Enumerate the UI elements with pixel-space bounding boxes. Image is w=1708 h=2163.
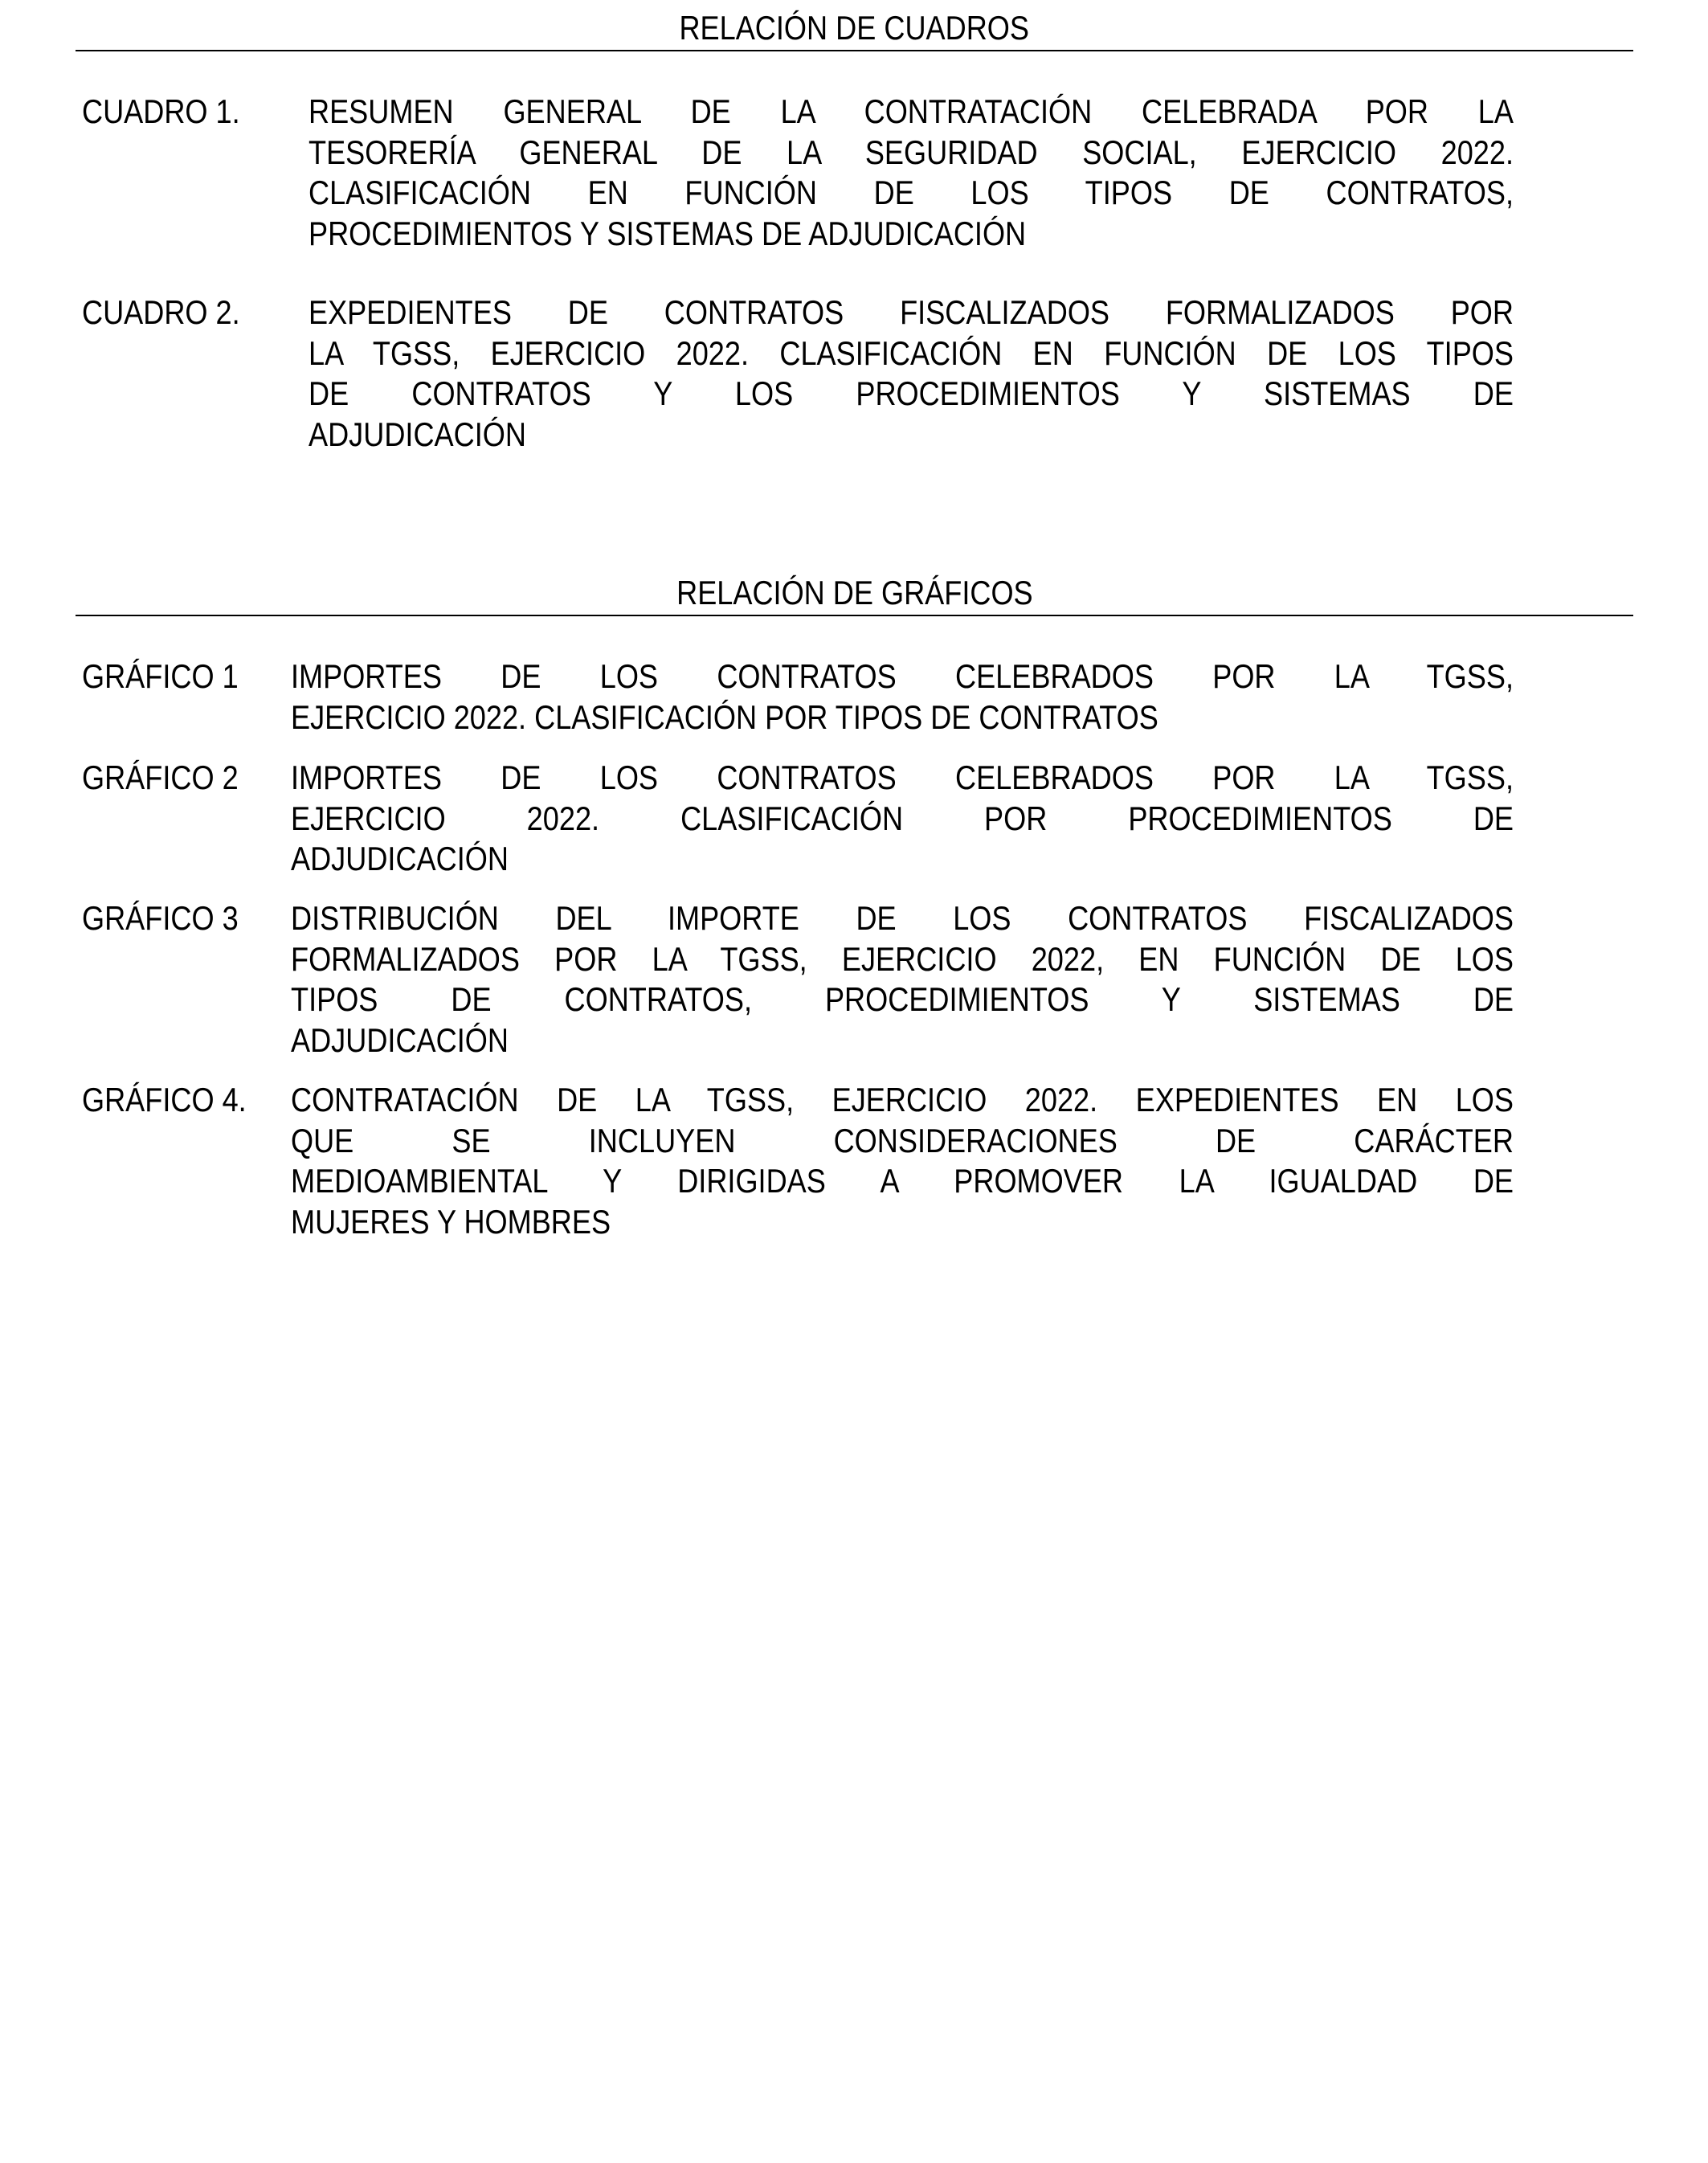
entry-title-line: DISTRIBUCIÓN DEL IMPORTE DE LOS CONTRATOS FISCALIZADOS	[291, 899, 1514, 937]
entry-title	[291, 758, 1708, 880]
entry-title	[291, 656, 1708, 738]
graficos-heading	[76, 573, 1633, 613]
entry-label: CUADRO 2.	[82, 293, 240, 331]
entry-title-line: TESORERÍA GENERAL DE LA SEGURIDAD SOCIAL, EJERCICIO 2022.	[309, 133, 1514, 171]
entry-label: GRÁFICO 2	[82, 758, 239, 796]
entry-title-line: CLASIFICACIÓN EN FUNCIÓN DE LOS TIPOS DE CONTRATOS,	[309, 174, 1514, 211]
entry-title-line: QUE SE INCLUYEN CONSIDERACIONES DE CARÁCTER	[291, 1121, 1514, 1159]
entry-label: GRÁFICO 4.	[82, 1081, 247, 1118]
entry-title	[309, 92, 1708, 254]
cuadros-heading-text: RELACIÓN DE CUADROS	[679, 9, 1030, 47]
entry-label: GRÁFICO 3	[82, 899, 239, 937]
entry-title-line: EJERCICIO 2022. CLASIFICACIÓN POR PROCEDIMIENTOS DE	[291, 799, 1514, 837]
entry-title-line: MUJERES Y HOMBRES	[291, 1202, 611, 1241]
entry-title	[291, 1080, 1708, 1242]
graficos-heading-text: RELACIÓN DE GRÁFICOS	[676, 574, 1033, 611]
entry-title	[291, 898, 1708, 1061]
entry-title-line: ADJUDICACIÓN	[309, 415, 526, 453]
graficos-divider	[76, 615, 1633, 616]
entry-title-line: IMPORTES DE LOS CONTRATOS CELEBRADOS POR LA TGSS,	[291, 657, 1514, 695]
cuadros-heading	[76, 8, 1633, 48]
entry-title-line: CONTRATACIÓN DE LA TGSS, EJERCICIO 2022. EXPEDIENTES EN LOS	[291, 1081, 1514, 1118]
entry-title-line: IMPORTES DE LOS CONTRATOS CELEBRADOS POR LA TGSS,	[291, 758, 1514, 796]
entry-title-line: EXPEDIENTES DE CONTRATOS FISCALIZADOS FORMALIZADOS POR	[309, 293, 1514, 331]
entry-title	[309, 292, 1708, 455]
entry-title-line: PROCEDIMIENTOS Y SISTEMAS DE ADJUDICACIÓN	[309, 214, 1027, 252]
cuadros-divider	[76, 50, 1633, 51]
entry-title-line: DE CONTRATOS Y LOS PROCEDIMIENTOS Y SISTEMAS DE	[309, 374, 1514, 412]
entry-label: CUADRO 1.	[82, 92, 240, 130]
entry-title-line: FORMALIZADOS POR LA TGSS, EJERCICIO 2022, EN FUNCIÓN DE LOS	[291, 939, 1514, 978]
entry-title-line: TIPOS DE CONTRATOS, PROCEDIMIENTOS Y SISTEMAS DE	[291, 980, 1514, 1018]
entry-title-line: ADJUDICACIÓN	[291, 840, 509, 877]
entry-label: GRÁFICO 1	[82, 657, 239, 695]
entry-title-line: ADJUDICACIÓN	[291, 1020, 509, 1059]
entry-title-line: RESUMEN GENERAL DE LA CONTRATACIÓN CELEBRADA POR LA	[309, 92, 1514, 130]
entry-title-line: EJERCICIO 2022. CLASIFICACIÓN POR TIPOS DE CONTRATOS	[291, 697, 1158, 736]
entry-title-line: LA TGSS, EJERCICIO 2022. CLASIFICACIÓN EN FUNCIÓN DE LOS TIPOS	[309, 333, 1514, 372]
entry-title-line: MEDIOAMBIENTAL Y DIRIGIDAS A PROMOVER LA IGUALDAD DE	[291, 1162, 1514, 1200]
